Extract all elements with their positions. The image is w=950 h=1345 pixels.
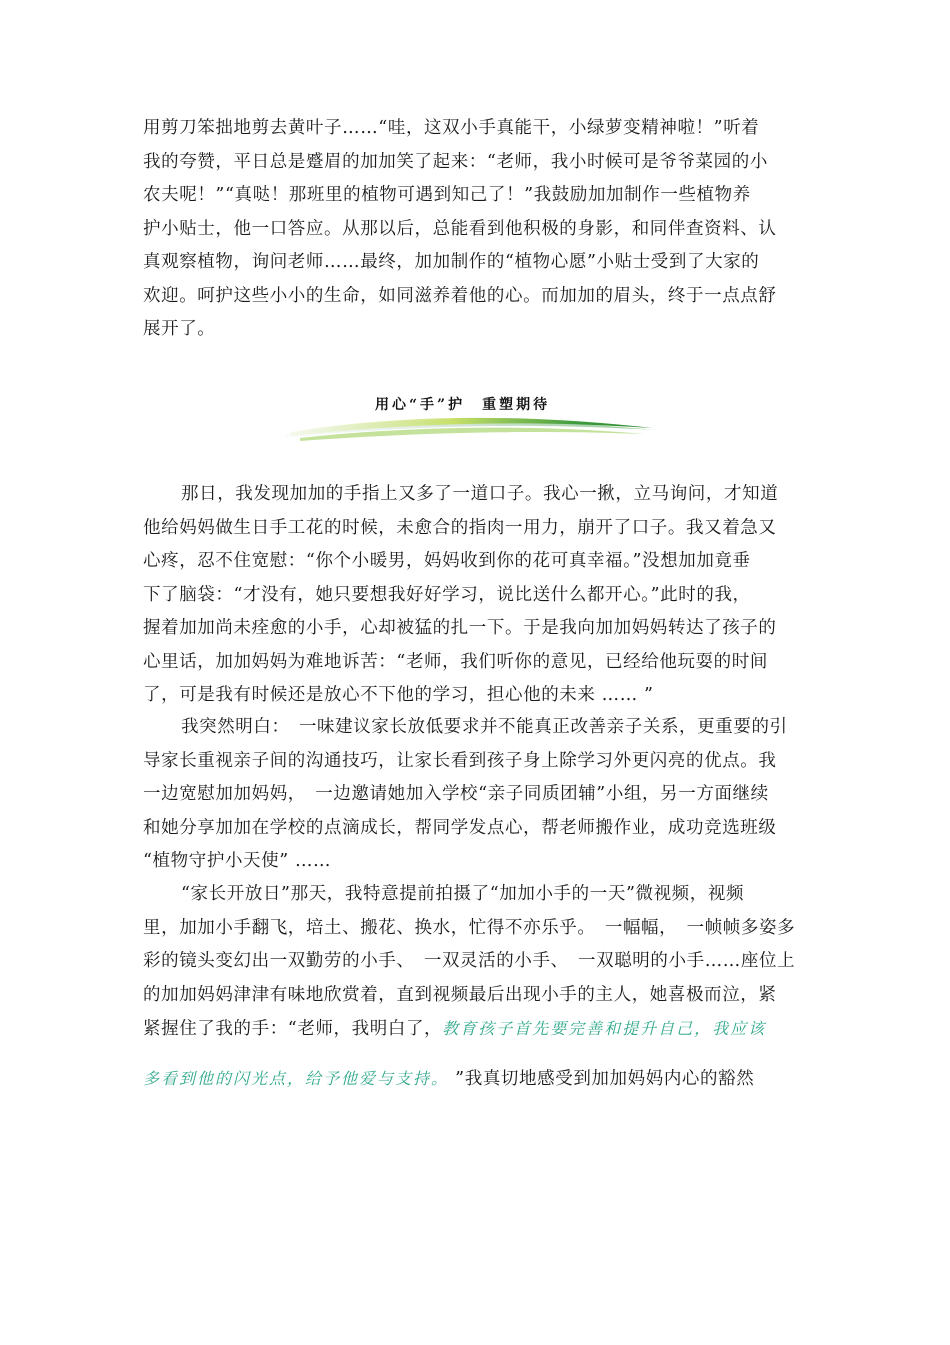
green-swoosh-decoration bbox=[280, 408, 660, 448]
plain-text: 紧握住了我的手：“老师，我明白了， bbox=[143, 1019, 443, 1039]
text-line: 了，可是我有时候还是放心不下他的学习，担心他的未来 …… ” bbox=[143, 685, 654, 705]
text-line: “植物守护小天使” …… bbox=[143, 851, 332, 871]
paragraph-2 bbox=[143, 478, 808, 713]
text-line: “家长开放日”那天，我特意提前拍摄了“加加小手的一天”微视频，视频 bbox=[181, 884, 745, 904]
highlighted-quote: 教育孩子首先要完善和提升自己，我应该 bbox=[442, 1019, 767, 1038]
text-line: 握着加加尚未痊愈的小手，心却被猛的扎一下。于是我向加加妈妈转达了孩子的 bbox=[143, 618, 777, 638]
text-line: 展开了。 bbox=[143, 319, 216, 339]
text-line: 他给妈妈做生日手工花的时候，未愈合的指肉一用力，崩开了口子。我又着急又 bbox=[143, 517, 777, 538]
paragraph-4 bbox=[143, 878, 808, 1047]
text-line: 和她分享加加在学校的点滴成长，帮同学发点心，帮老师搬作业，成功竞选班级 bbox=[143, 817, 777, 838]
text-line: 下了脑袋：“才没有，她只要想我好好学习，说比送什么都开心。”此时的我， bbox=[143, 584, 751, 605]
text-line: 欢迎。呵护这些小小的生命，如同滋养着他的心。而加加的眉头，终于一点点舒 bbox=[143, 285, 777, 306]
text-line: 心里话，加加妈妈为难地诉苦：“老师，我们听你的意见，已经给他玩耍的时间 bbox=[143, 651, 768, 672]
paragraph-5 bbox=[143, 1062, 808, 1097]
plain-text: ”我真切地感受到加加妈妈内心的豁然 bbox=[449, 1069, 755, 1089]
text-line: 我的夸赞，平日总是蹙眉的加加笑了起来：“老师，我小时候可是爷爷菜园的小 bbox=[143, 151, 768, 172]
text-line: 彩的镜头变幻出一双勤劳的小手、 一双灵活的小手、 一双聪明的小手……座位上 bbox=[143, 951, 796, 971]
text-line: 一边宽慰加加妈妈， 一边邀请她加入学校“亲子同质团辅”小组，另一方面继续 bbox=[143, 784, 769, 804]
text-line: 的加加妈妈津津有味地欣赏着，直到视频最后出现小手的主人，她喜极而泣，紧 bbox=[143, 984, 777, 1005]
paragraph-1 bbox=[143, 112, 808, 347]
text-line: 真观察植物，询问老师……最终，加加制作的“植物心愿”小贴士受到了大家的 bbox=[143, 252, 760, 272]
section-title: 用心“手”护 重塑期待 bbox=[375, 397, 551, 413]
section-header bbox=[280, 388, 660, 448]
text-line: 用剪刀笨拙地剪去黄叶子……“哇，这双小手真能干，小绿萝变精神啦！”听着 bbox=[143, 118, 760, 138]
text-line bbox=[143, 1062, 808, 1097]
highlighted-quote: 多看到他的闪光点，给予他爱与支持。 bbox=[143, 1069, 450, 1088]
text-line: 导家长重视亲子间的沟通技巧，让家长看到孩子身上除学习外更闪亮的优点。我 bbox=[143, 750, 777, 771]
text-line: 那日，我发现加加的手指上又多了一道口子。我心一揪，立马询问，才知道 bbox=[181, 484, 779, 504]
text-line: 农夫呢！”“真哒！那班里的植物可遇到知己了！”我鼓励加加制作一些植物养 bbox=[143, 185, 751, 205]
paragraph-3 bbox=[143, 711, 808, 879]
text-line: 护小贴士，他一口答应。从那以后，总能看到他积极的身影，和同伴查资料、认 bbox=[143, 218, 777, 239]
text-line: 心疼，忍不住宽慰：“你个小暖男，妈妈收到你的花可真幸福。”没想加加竟垂 bbox=[143, 551, 751, 571]
text-line bbox=[143, 1012, 808, 1047]
text-line: 我突然明白： 一味建议家长放低要求并不能真正改善亲子关系，更重要的引 bbox=[181, 717, 788, 737]
text-line: 里，加加小手翻飞，培土、搬花、换水，忙得不亦乐乎。 一幅幅， 一帧帧多姿多 bbox=[143, 917, 796, 938]
